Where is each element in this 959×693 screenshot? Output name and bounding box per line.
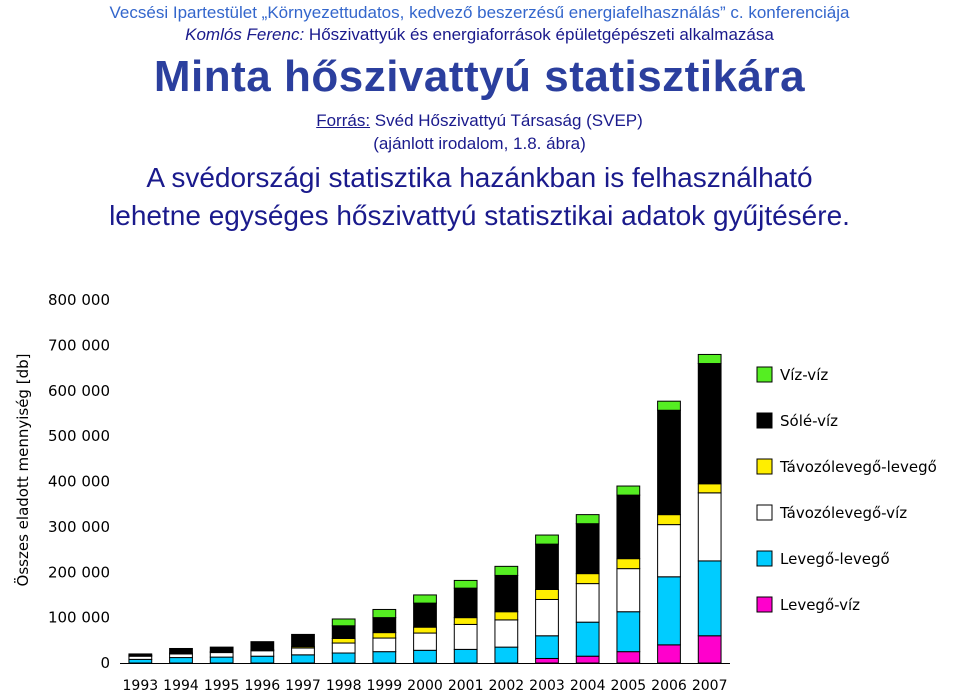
bar-segment bbox=[210, 657, 233, 663]
bar-segment bbox=[251, 651, 274, 656]
y-tick-label: 400 000 bbox=[47, 472, 110, 491]
y-tick-label: 200 000 bbox=[47, 563, 110, 582]
bar-segment bbox=[129, 654, 152, 655]
bar-segment bbox=[414, 633, 437, 650]
bar-segment bbox=[210, 647, 233, 652]
y-tick-label: 0 bbox=[100, 654, 110, 672]
bar-segment bbox=[536, 636, 559, 659]
x-tick-label: 2006 bbox=[651, 678, 687, 693]
bar-segment bbox=[373, 609, 396, 617]
y-tick-label: 100 000 bbox=[47, 608, 110, 627]
x-tick-label: 1998 bbox=[325, 678, 362, 693]
y-tick-label: 800 000 bbox=[47, 291, 110, 309]
bar-segment bbox=[576, 574, 599, 584]
source-label: Forrás: bbox=[316, 111, 371, 130]
x-tick-label: 2000 bbox=[407, 678, 443, 693]
x-tick-label: 1994 bbox=[163, 678, 199, 693]
bar-segment bbox=[332, 643, 355, 653]
bar-segment bbox=[698, 484, 721, 493]
bar-segment bbox=[332, 626, 355, 639]
bar-segment bbox=[576, 524, 599, 574]
bar-segment bbox=[332, 653, 355, 663]
x-tick-label: 1996 bbox=[244, 678, 281, 693]
bar-segment bbox=[414, 595, 437, 603]
bar-segment bbox=[292, 634, 315, 646]
bar-segment bbox=[495, 647, 518, 663]
bar-segment bbox=[536, 589, 559, 599]
page-title: Minta hőszivattyú statisztikára bbox=[153, 52, 806, 101]
conference-title: Vecsési Ipartestület „Környezettudatos, kedvező beszerzésű energiafelhasználás” c. konferenciája bbox=[109, 3, 850, 22]
bar-segment bbox=[698, 354, 721, 363]
subtitle-line-1: A svédországi statisztika hazánkban is felhasználható bbox=[146, 162, 813, 193]
bar-segment bbox=[576, 584, 599, 623]
bar-segment bbox=[576, 656, 599, 663]
bar-segment bbox=[658, 401, 681, 410]
bar-segment bbox=[536, 544, 559, 589]
bar-segment bbox=[495, 566, 518, 575]
subtitle-line-2: lehetne egységes hőszivattyú statisztikai adatok gyűjtésére. bbox=[109, 200, 850, 231]
legend-swatch bbox=[757, 367, 772, 382]
bar-segment bbox=[617, 569, 640, 612]
bar-segment bbox=[658, 410, 681, 514]
bar-segment bbox=[536, 535, 559, 544]
bar-segment bbox=[414, 627, 437, 633]
bar-segment bbox=[170, 654, 193, 658]
x-tick-label: 2004 bbox=[569, 678, 606, 693]
legend-label: Távozólevegő-levegő bbox=[780, 458, 937, 476]
bar-segment bbox=[495, 612, 518, 620]
bar-segment bbox=[658, 645, 681, 663]
x-tick-label: 2002 bbox=[488, 678, 525, 693]
bar-segment bbox=[698, 561, 721, 636]
bar-segment bbox=[658, 525, 681, 577]
bar-segment bbox=[332, 619, 355, 626]
bar-segment bbox=[292, 648, 315, 655]
x-tick-label: 2003 bbox=[529, 678, 565, 693]
source-text: Svéd Hőszivattyú Társaság (SVEP) bbox=[374, 111, 643, 130]
legend-swatch bbox=[757, 459, 772, 474]
legend-label: Levegő-víz bbox=[780, 596, 861, 614]
bar-segment bbox=[617, 559, 640, 569]
y-tick-label: 700 000 bbox=[47, 336, 110, 355]
bar-segment bbox=[536, 599, 559, 635]
x-tick-label: 2005 bbox=[610, 678, 647, 693]
legend-swatch bbox=[757, 505, 772, 520]
bar-segment bbox=[576, 622, 599, 656]
bar-segment bbox=[617, 486, 640, 495]
x-tick-label: 1997 bbox=[285, 678, 321, 693]
bar-segment bbox=[373, 633, 396, 638]
y-tick-label: 500 000 bbox=[47, 427, 110, 446]
bar-segment bbox=[617, 612, 640, 652]
bar-segment bbox=[658, 577, 681, 645]
bar-segment bbox=[373, 618, 396, 633]
bar-segment bbox=[129, 659, 152, 663]
bar-segment bbox=[373, 652, 396, 663]
bar-segment bbox=[454, 624, 477, 649]
y-axis-label: Összes eladott mennyiség [db] bbox=[14, 353, 32, 587]
bar-segment bbox=[495, 575, 518, 611]
legend-label: Levegő-levegő bbox=[780, 550, 890, 568]
bar-segment bbox=[414, 603, 437, 627]
bar-segment bbox=[698, 493, 721, 561]
x-tick-label: 1995 bbox=[203, 678, 240, 693]
bar-segment bbox=[698, 364, 721, 484]
x-tick-label: 2007 bbox=[691, 678, 728, 693]
bar-segment bbox=[658, 515, 681, 525]
x-tick-label: 2001 bbox=[447, 678, 484, 693]
bar-segment bbox=[292, 655, 315, 663]
bar-segment bbox=[536, 658, 559, 663]
bar-segment bbox=[454, 588, 477, 617]
bar-segment bbox=[698, 636, 721, 663]
legend-swatch bbox=[757, 597, 772, 612]
legend-swatch bbox=[757, 551, 772, 566]
y-tick-label: 300 000 bbox=[47, 517, 110, 536]
legend-label: Sólé-víz bbox=[780, 412, 839, 430]
x-tick-label: 1993 bbox=[122, 678, 159, 693]
x-tick-label: 1999 bbox=[366, 678, 403, 693]
legend-swatch bbox=[757, 413, 772, 428]
author: Komlós Ferenc: bbox=[185, 25, 305, 44]
bar-segment bbox=[454, 618, 477, 625]
bar-segment bbox=[170, 658, 193, 663]
talk-name: Hőszivattyúk és energiaforrások épületgépészeti alkalmazása bbox=[308, 25, 774, 44]
bar-segment bbox=[251, 656, 274, 663]
bar-segment bbox=[454, 580, 477, 588]
bar-segment bbox=[414, 650, 437, 663]
bar-segment bbox=[170, 648, 193, 653]
bar-segment bbox=[210, 653, 233, 658]
legend-label: Víz-víz bbox=[780, 366, 829, 384]
bar-segment bbox=[332, 638, 355, 643]
bar-segment bbox=[251, 642, 274, 650]
bar-segment bbox=[495, 620, 518, 647]
bar-segment bbox=[617, 495, 640, 559]
bar-segment bbox=[617, 652, 640, 663]
bar-segment bbox=[373, 638, 396, 652]
bar-segment bbox=[576, 515, 599, 524]
legend-label: Távozólevegő-víz bbox=[780, 504, 908, 522]
y-tick-label: 600 000 bbox=[47, 381, 110, 400]
bar-segment bbox=[454, 649, 477, 663]
reference-line: (ajánlott irodalom, 1.8. ábra) bbox=[373, 134, 586, 153]
